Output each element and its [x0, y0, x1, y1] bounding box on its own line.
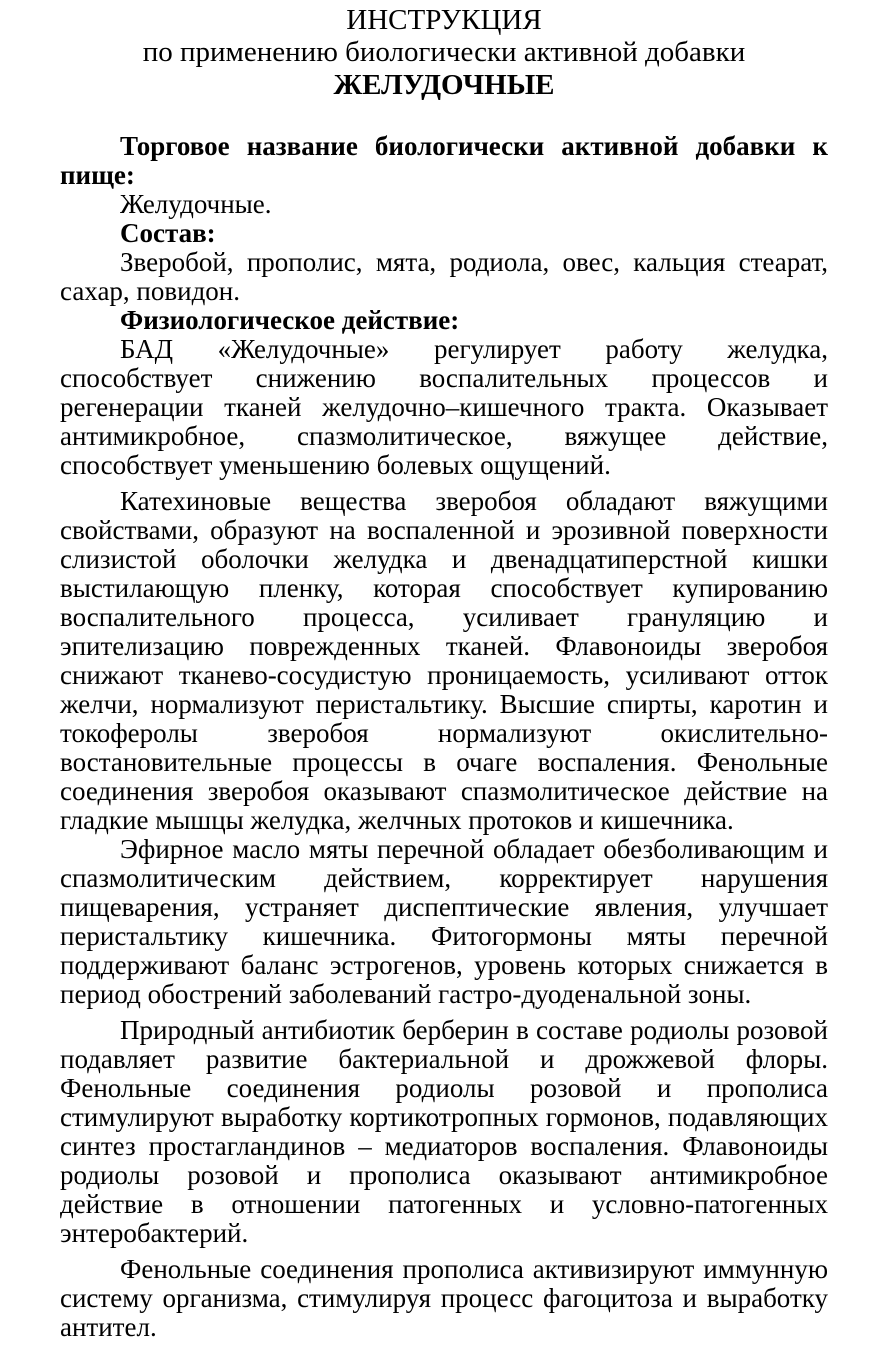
composition-value: Зверобой, прополис, мята, родиола, овес, кальция стеарат, сахар, повидон.	[60, 247, 828, 306]
title-subtitle: по применению биологически активной добавки	[142, 36, 746, 68]
trade-name-value: Желудочные.	[120, 189, 272, 219]
paragraph: Фенольные соединения прополиса активизируют иммунную систему организма, стимулируя процесс фагоцитоза и выработку антител.	[60, 1254, 828, 1342]
trade-name-heading: Торговое название биологически активной добавки к пище:	[60, 131, 828, 190]
composition-heading: Состав:	[120, 218, 216, 248]
paragraph: БАД «Желудочные» регулирует работу желудка, способствует снижению воспалительных процессов и регенерации тканей желудочно–кишечного тракта. Оказывает антимикробное, спазмолитическое, вяжущее действие, способствует уменьшению болевых ощущений.	[60, 334, 828, 480]
paragraph: Природный антибиотик берберин в составе родиолы розовой подавляет развитие бактериальной и дрожжевой флоры. Фенольные соединения родиолы розовой и прополиса стимулируют выработку кортикотропных гормонов, подавляющих синтез простагландинов – медиаторов воспаления. Флавоноиды родиолы розовой и прополиса оказывают антимикробное действие в отношении патогенных и условно-патогенных энтеробактерий.	[60, 1015, 828, 1248]
title-product-name: ЖЕЛУДОЧНЫЕ	[333, 69, 555, 101]
title-instruction: ИНСТРУКЦИЯ	[346, 4, 542, 36]
physiological-action-heading: Физиологическое действие:	[120, 305, 460, 335]
document-title	[60, 4, 828, 102]
document-body	[60, 132, 828, 1342]
paragraph: Катехиновые вещества зверобоя обладают вяжущими свойствами, образуют на воспаленной и эрозивной поверхности слизистой оболочки желудка и двенадцатиперстной кишки выстилающую пленку, которая способствует купированию воспалительного процесса, усиливает грануляцию и эпителизацию поврежденных тканей. Флавоноиды зверобоя снижают тканево-сосудистую проницаемость, усиливают отток желчи, нормализуют перистальтику. Высшие спирты, каротин и токоферолы зверобоя нормализуют окислительно-востановительные процессы в очаге воспаления. Фенольные соединения зверобоя оказывают спазмолитическое действие на гладкие мышцы желудка, желчных протоков и кишечника.	[60, 486, 828, 835]
paragraph: Эфирное масло мяты перечной обладает обезболивающим и спазмолитическим действием, корректирует нарушения пищеварения, устраняет диспептические явления, улучшает перистальтику кишечника. Фитогормоны мяты перечной поддерживают баланс эстрогенов, уровень которых снижается в период обострений заболеваний гастро-дуоденальной зоны.	[60, 834, 828, 1009]
instruction-page	[60, 4, 828, 1342]
